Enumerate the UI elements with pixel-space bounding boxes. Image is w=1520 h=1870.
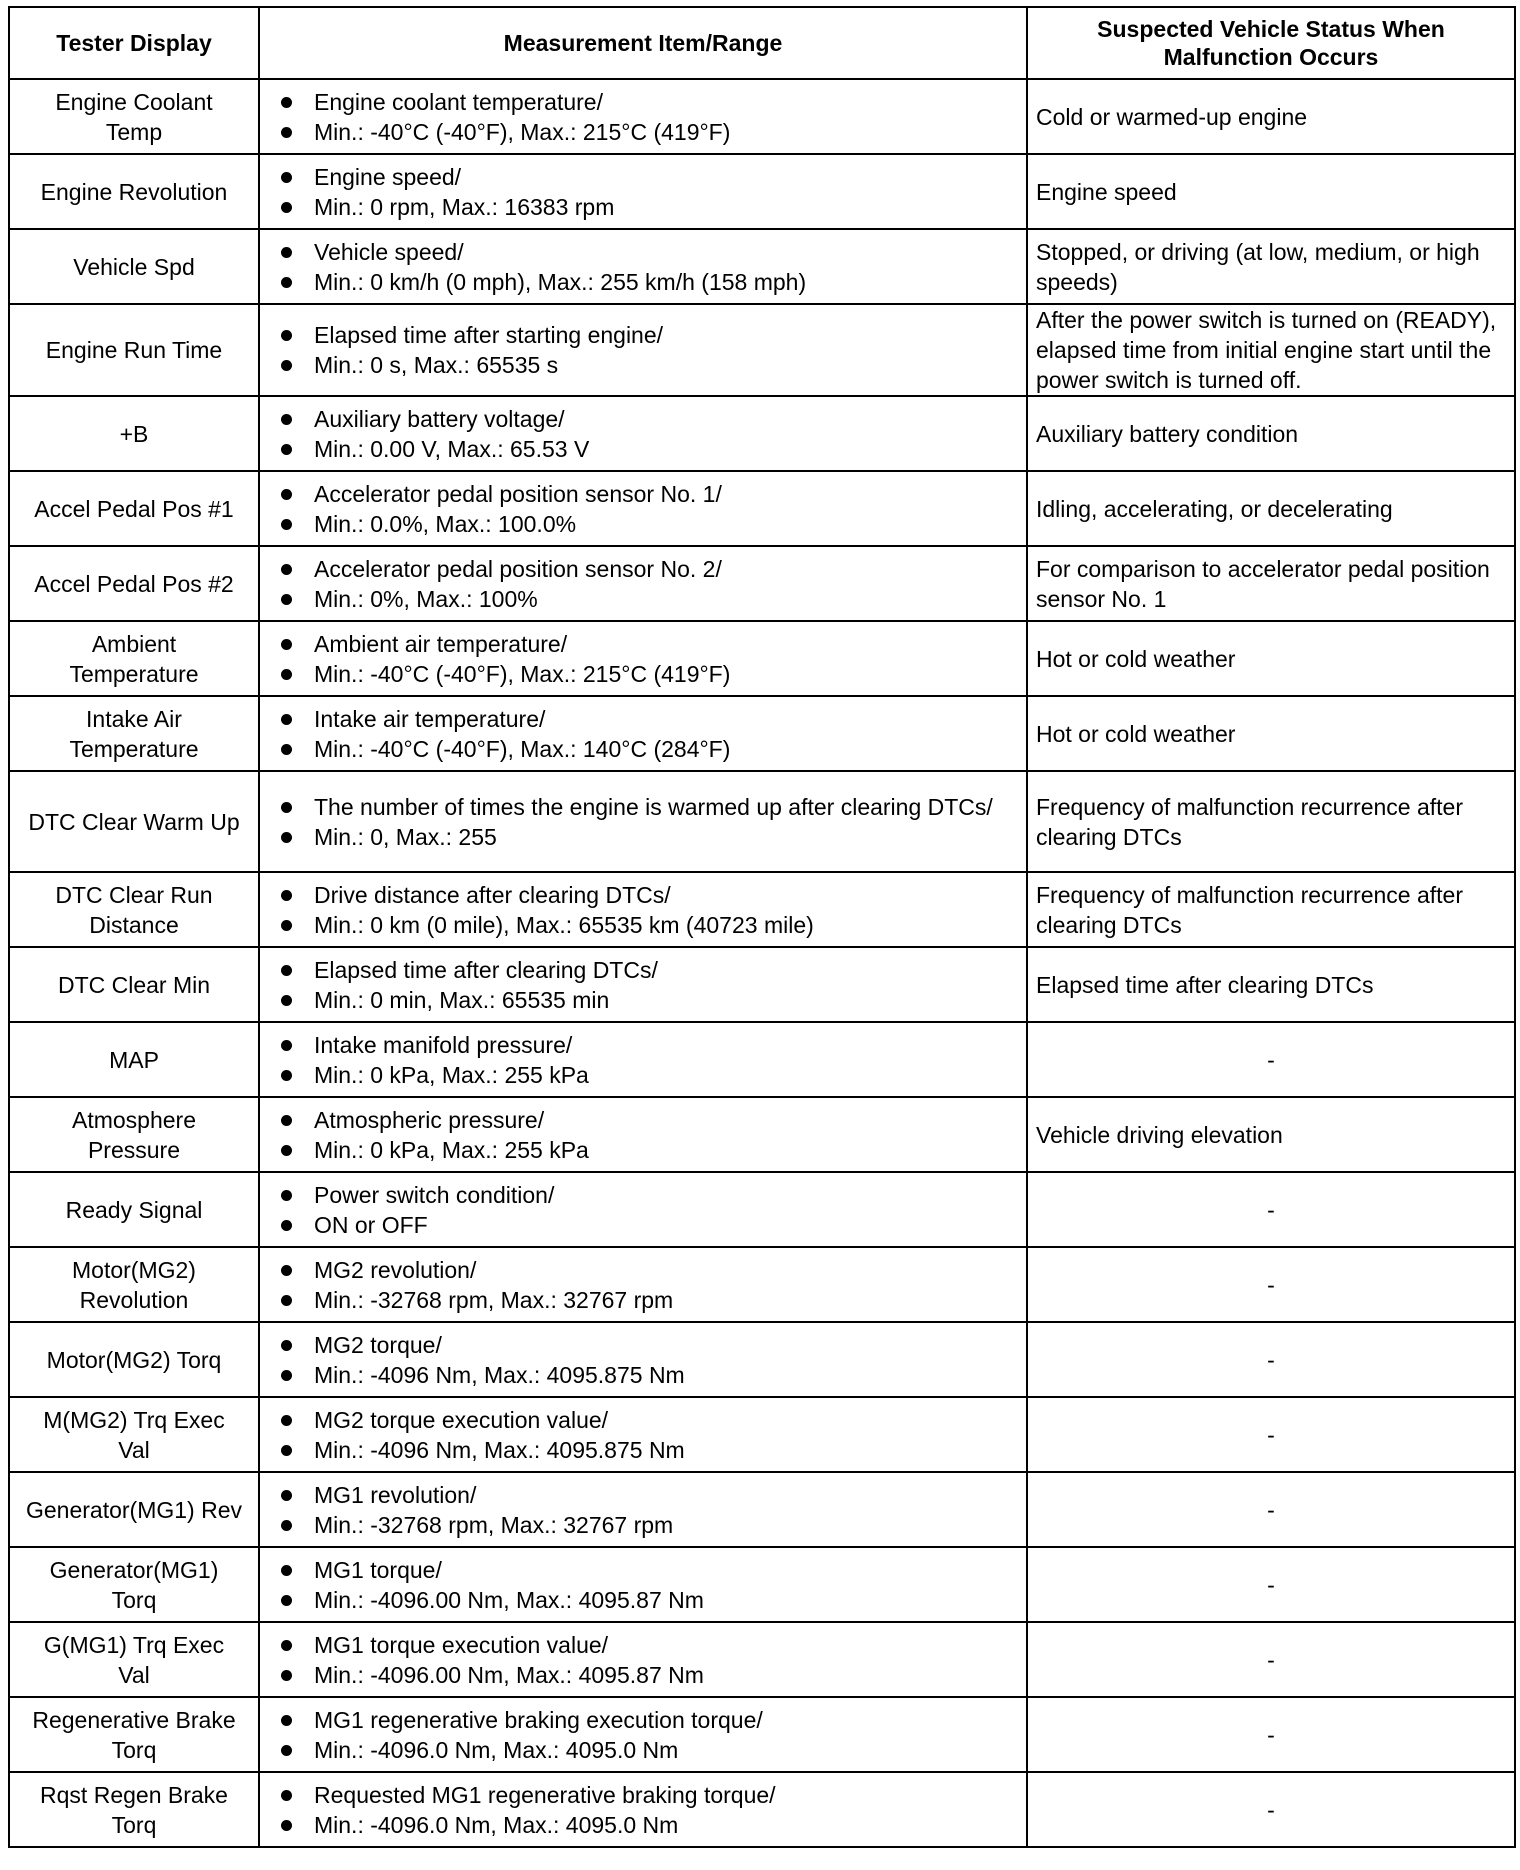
measurement-range-text: Min.: -40°C (-40°F), Max.: 140°C (284°F) bbox=[278, 734, 1014, 764]
measurement-item-text: MG1 revolution/ bbox=[278, 1480, 1014, 1510]
measurement-range-text: Min.: -4096 Nm, Max.: 4095.875 Nm bbox=[278, 1435, 1014, 1465]
measurement-item-text: Accelerator pedal position sensor No. 2/ bbox=[278, 554, 1014, 584]
table-row bbox=[9, 1097, 1515, 1172]
tester-display-cell bbox=[9, 1097, 259, 1172]
tester-display-cell bbox=[9, 1247, 259, 1322]
tester-display-text: Vehicle Spd bbox=[73, 253, 195, 280]
tester-display-text: Torq bbox=[111, 1811, 157, 1838]
measurement-item-text: Ambient air temperature/ bbox=[278, 629, 1014, 659]
measurement-bullet-list bbox=[278, 87, 1014, 147]
measurement-bullet-list bbox=[278, 1630, 1014, 1690]
tester-display-cell bbox=[9, 1022, 259, 1097]
measurement-bullet-list bbox=[278, 1180, 1014, 1240]
tester-display-text: Generator(MG1) bbox=[49, 1556, 219, 1583]
tester-display-text: Torq bbox=[111, 1736, 157, 1763]
suspected-status-cell: Cold or warmed-up engine bbox=[1027, 79, 1515, 154]
measurement-item-cell bbox=[259, 872, 1027, 947]
tester-display-text: Regenerative Brake bbox=[32, 1706, 236, 1733]
header-suspected-status bbox=[1027, 7, 1515, 79]
tester-display-text: +B bbox=[119, 420, 149, 447]
table-row bbox=[9, 304, 1515, 396]
measurement-item-cell bbox=[259, 154, 1027, 229]
tester-display-cell bbox=[9, 1397, 259, 1472]
tester-display-text: Ambient bbox=[91, 630, 177, 657]
measurement-range-text: Min.: 0%, Max.: 100% bbox=[278, 584, 1014, 614]
suspected-status-cell: Frequency of malfunction recurrence after clearing DTCs bbox=[1027, 771, 1515, 872]
measurement-item-cell bbox=[259, 471, 1027, 546]
measurement-bullet-list bbox=[278, 1480, 1014, 1540]
suspected-status-cell: Idling, accelerating, or decelerating bbox=[1027, 471, 1515, 546]
suspected-status-cell: Elapsed time after clearing DTCs bbox=[1027, 947, 1515, 1022]
tester-display-text: Temperature bbox=[69, 735, 199, 762]
measurement-range-text: Min.: -32768 rpm, Max.: 32767 rpm bbox=[278, 1510, 1014, 1540]
suspected-status-cell: - bbox=[1027, 1322, 1515, 1397]
measurement-item-cell bbox=[259, 396, 1027, 471]
suspected-status-cell: - bbox=[1027, 1622, 1515, 1697]
table-row bbox=[9, 771, 1515, 872]
table-row bbox=[9, 1397, 1515, 1472]
measurement-item-cell bbox=[259, 1022, 1027, 1097]
tester-display-cell bbox=[9, 1322, 259, 1397]
measurement-item-text: Elapsed time after clearing DTCs/ bbox=[278, 955, 1014, 985]
tester-display-text: MAP bbox=[109, 1046, 159, 1073]
table-row bbox=[9, 1622, 1515, 1697]
measurement-range-text: Min.: 0 rpm, Max.: 16383 rpm bbox=[278, 192, 1014, 222]
table-body bbox=[9, 79, 1515, 1847]
measurement-range-text: Min.: -4096 Nm, Max.: 4095.875 Nm bbox=[278, 1360, 1014, 1390]
measurement-item-cell bbox=[259, 1697, 1027, 1772]
measurement-item-text: Engine speed/ bbox=[278, 162, 1014, 192]
table-row bbox=[9, 396, 1515, 471]
measurement-item-text: Drive distance after clearing DTCs/ bbox=[278, 880, 1014, 910]
table-row bbox=[9, 1472, 1515, 1547]
measurement-bullet-list bbox=[278, 1405, 1014, 1465]
table-row bbox=[9, 1172, 1515, 1247]
tester-display-cell bbox=[9, 229, 259, 304]
suspected-status-cell: For comparison to accelerator pedal position sensor No. 1 bbox=[1027, 546, 1515, 621]
table-row bbox=[9, 1322, 1515, 1397]
tester-display-cell bbox=[9, 1772, 259, 1847]
measurement-item-cell bbox=[259, 229, 1027, 304]
tester-display-text: Generator(MG1) Rev bbox=[25, 1496, 242, 1523]
table-row bbox=[9, 79, 1515, 154]
suspected-status-cell: - bbox=[1027, 1472, 1515, 1547]
measurement-item-cell bbox=[259, 1172, 1027, 1247]
tester-display-text: DTC Clear Warm Up bbox=[28, 808, 240, 835]
tester-display-text: Rqst Regen Brake bbox=[40, 1781, 228, 1808]
tester-display-text: Atmosphere bbox=[71, 1106, 196, 1133]
measurement-range-text: Min.: 0.0%, Max.: 100.0% bbox=[278, 509, 1014, 539]
measurement-bullet-list bbox=[278, 1105, 1014, 1165]
tester-display-text: M(MG2) Trq Exec bbox=[43, 1406, 225, 1433]
measurement-range-text: ON or OFF bbox=[278, 1210, 1014, 1240]
suspected-status-cell: Auxiliary battery condition bbox=[1027, 396, 1515, 471]
tester-display-text: Motor(MG2) bbox=[72, 1256, 196, 1283]
tester-display-text: Distance bbox=[89, 911, 179, 938]
measurement-item-text: MG1 regenerative braking execution torque/ bbox=[278, 1705, 1014, 1735]
measurement-item-text: Vehicle speed/ bbox=[278, 237, 1014, 267]
measurement-item-text: Accelerator pedal position sensor No. 1/ bbox=[278, 479, 1014, 509]
measurement-item-text: MG1 torque execution value/ bbox=[278, 1630, 1014, 1660]
table-row bbox=[9, 1772, 1515, 1847]
measurement-item-cell bbox=[259, 1772, 1027, 1847]
header-tester-display: Tester Display bbox=[9, 7, 259, 79]
measurement-item-text: MG1 torque/ bbox=[278, 1555, 1014, 1585]
table-row bbox=[9, 1697, 1515, 1772]
tester-display-text: G(MG1) Trq Exec bbox=[43, 1631, 225, 1658]
suspected-status-cell: - bbox=[1027, 1022, 1515, 1097]
measurement-item-text: Power switch condition/ bbox=[278, 1180, 1014, 1210]
suspected-status-cell: - bbox=[1027, 1247, 1515, 1322]
measurement-bullet-list bbox=[278, 1030, 1014, 1090]
tester-display-text: Torq bbox=[111, 1586, 157, 1613]
tester-display-cell bbox=[9, 471, 259, 546]
suspected-status-cell: Engine speed bbox=[1027, 154, 1515, 229]
suspected-status-cell: Hot or cold weather bbox=[1027, 696, 1515, 771]
data-list-table bbox=[8, 6, 1516, 1848]
measurement-item-cell bbox=[259, 1472, 1027, 1547]
measurement-item-cell bbox=[259, 1097, 1027, 1172]
measurement-range-text: Min.: -32768 rpm, Max.: 32767 rpm bbox=[278, 1285, 1014, 1315]
measurement-bullet-list bbox=[278, 955, 1014, 1015]
tester-display-cell bbox=[9, 1697, 259, 1772]
tester-display-cell bbox=[9, 771, 259, 872]
tester-display-cell bbox=[9, 546, 259, 621]
measurement-range-text: Min.: 0, Max.: 255 bbox=[278, 822, 1014, 852]
tester-display-text: Val bbox=[118, 1436, 150, 1463]
measurement-item-cell bbox=[259, 696, 1027, 771]
table-row bbox=[9, 947, 1515, 1022]
measurement-range-text: Min.: -4096.00 Nm, Max.: 4095.87 Nm bbox=[278, 1660, 1014, 1690]
measurement-item-text: Atmospheric pressure/ bbox=[278, 1105, 1014, 1135]
tester-display-text: Temp bbox=[105, 118, 163, 145]
tester-display-text: Temperature bbox=[69, 660, 199, 687]
measurement-item-text: Elapsed time after starting engine/ bbox=[278, 320, 1014, 350]
table-row bbox=[9, 154, 1515, 229]
measurement-item-cell bbox=[259, 1622, 1027, 1697]
measurement-bullet-list bbox=[278, 320, 1014, 380]
measurement-bullet-list bbox=[278, 237, 1014, 297]
measurement-range-text: Min.: 0 km/h (0 mph), Max.: 255 km/h (158 mph) bbox=[278, 267, 1014, 297]
table-row bbox=[9, 1247, 1515, 1322]
suspected-status-cell: - bbox=[1027, 1697, 1515, 1772]
measurement-range-text: Min.: 0 kPa, Max.: 255 kPa bbox=[278, 1060, 1014, 1090]
tester-display-cell bbox=[9, 396, 259, 471]
measurement-item-cell bbox=[259, 546, 1027, 621]
measurement-bullet-list bbox=[278, 554, 1014, 614]
measurement-item-text: MG2 revolution/ bbox=[278, 1255, 1014, 1285]
measurement-bullet-list bbox=[278, 1330, 1014, 1390]
measurement-item-cell bbox=[259, 1322, 1027, 1397]
measurement-range-text: Min.: -40°C (-40°F), Max.: 215°C (419°F) bbox=[278, 117, 1014, 147]
measurement-item-text: Engine coolant temperature/ bbox=[278, 87, 1014, 117]
suspected-status-cell: After the power switch is turned on (READY), elapsed time from initial engine start until the power switch is turned off. bbox=[1027, 304, 1515, 396]
measurement-range-text: Min.: -4096.00 Nm, Max.: 4095.87 Nm bbox=[278, 1585, 1014, 1615]
suspected-status-cell: Frequency of malfunction recurrence after clearing DTCs bbox=[1027, 872, 1515, 947]
tester-display-text: DTC Clear Min bbox=[57, 971, 211, 998]
suspected-status-cell: Hot or cold weather bbox=[1027, 621, 1515, 696]
tester-display-text: Pressure bbox=[87, 1136, 181, 1163]
header-status-line: Suspected Vehicle Status When bbox=[1097, 16, 1445, 42]
measurement-bullet-list bbox=[278, 1555, 1014, 1615]
measurement-item-cell bbox=[259, 304, 1027, 396]
header-status-line: Malfunction Occurs bbox=[1163, 44, 1379, 70]
table-header-row bbox=[9, 7, 1515, 79]
tester-display-cell bbox=[9, 1172, 259, 1247]
tester-display-text: Engine Run Time bbox=[45, 337, 223, 363]
measurement-bullet-list bbox=[278, 479, 1014, 539]
suspected-status-cell: Vehicle driving elevation bbox=[1027, 1097, 1515, 1172]
measurement-range-text: Min.: 0.00 V, Max.: 65.53 V bbox=[278, 434, 1014, 464]
measurement-range-text: Min.: 0 kPa, Max.: 255 kPa bbox=[278, 1135, 1014, 1165]
tester-display-cell bbox=[9, 947, 259, 1022]
measurement-bullet-list bbox=[278, 1780, 1014, 1840]
tester-display-cell bbox=[9, 304, 259, 396]
tester-display-cell bbox=[9, 696, 259, 771]
tester-display-cell bbox=[9, 1472, 259, 1547]
tester-display-text: Intake Air bbox=[86, 705, 182, 732]
measurement-item-cell bbox=[259, 771, 1027, 872]
measurement-item-cell bbox=[259, 1397, 1027, 1472]
measurement-bullet-list bbox=[278, 704, 1014, 764]
tester-display-cell bbox=[9, 872, 259, 947]
tester-display-cell bbox=[9, 1622, 259, 1697]
measurement-bullet-list bbox=[278, 792, 1014, 852]
table-row bbox=[9, 546, 1515, 621]
measurement-item-cell bbox=[259, 79, 1027, 154]
tester-display-cell bbox=[9, 1547, 259, 1622]
measurement-item-text: Intake manifold pressure/ bbox=[278, 1030, 1014, 1060]
measurement-range-text: Min.: 0 min, Max.: 65535 min bbox=[278, 985, 1014, 1015]
suspected-status-cell: - bbox=[1027, 1547, 1515, 1622]
table-row bbox=[9, 1547, 1515, 1622]
measurement-bullet-list bbox=[278, 1255, 1014, 1315]
measurement-item-cell bbox=[259, 1547, 1027, 1622]
tester-display-text: Motor(MG2) Torq bbox=[46, 1346, 222, 1373]
tester-display-text: DTC Clear Run bbox=[55, 881, 213, 908]
table-row bbox=[9, 471, 1515, 546]
measurement-bullet-list bbox=[278, 1705, 1014, 1765]
table-row bbox=[9, 696, 1515, 771]
measurement-range-text: Min.: -4096.0 Nm, Max.: 4095.0 Nm bbox=[278, 1735, 1014, 1765]
tester-display-cell bbox=[9, 621, 259, 696]
measurement-range-text: Min.: -40°C (-40°F), Max.: 215°C (419°F) bbox=[278, 659, 1014, 689]
measurement-range-text: Min.: 0 km (0 mile), Max.: 65535 km (40723 mile) bbox=[278, 910, 1014, 940]
measurement-bullet-list bbox=[278, 404, 1014, 464]
measurement-item-text: Intake air temperature/ bbox=[278, 704, 1014, 734]
table-row bbox=[9, 229, 1515, 304]
suspected-status-cell: - bbox=[1027, 1397, 1515, 1472]
table-row bbox=[9, 621, 1515, 696]
measurement-item-text: MG2 torque execution value/ bbox=[278, 1405, 1014, 1435]
tester-display-text: Accel Pedal Pos #1 bbox=[34, 495, 234, 522]
tester-display-text: Val bbox=[118, 1661, 150, 1688]
measurement-range-text: Min.: 0 s, Max.: 65535 s bbox=[278, 350, 1014, 380]
measurement-bullet-list bbox=[278, 629, 1014, 689]
measurement-item-cell bbox=[259, 947, 1027, 1022]
measurement-item-text: MG2 torque/ bbox=[278, 1330, 1014, 1360]
measurement-item-cell bbox=[259, 1247, 1027, 1322]
tester-display-text: Revolution bbox=[79, 1286, 189, 1313]
header-measurement-item: Measurement Item/Range bbox=[259, 7, 1027, 79]
measurement-item-text: Requested MG1 regenerative braking torque/ bbox=[278, 1780, 1014, 1810]
measurement-item-cell bbox=[259, 621, 1027, 696]
tester-display-text: Engine Revolution bbox=[40, 178, 228, 205]
measurement-bullet-list bbox=[278, 162, 1014, 222]
tester-display-text: Accel Pedal Pos #2 bbox=[34, 570, 234, 597]
suspected-status-cell: Stopped, or driving (at low, medium, or high speeds) bbox=[1027, 229, 1515, 304]
tester-display-text: Engine Coolant bbox=[55, 88, 213, 115]
tester-display-cell bbox=[9, 154, 259, 229]
measurement-item-text: Auxiliary battery voltage/ bbox=[278, 404, 1014, 434]
tester-display-text: Ready Signal bbox=[65, 1196, 203, 1223]
measurement-range-text: Min.: -4096.0 Nm, Max.: 4095.0 Nm bbox=[278, 1810, 1014, 1840]
measurement-item-text: The number of times the engine is warmed up after clearing DTCs/ bbox=[278, 792, 1014, 822]
suspected-status-cell: - bbox=[1027, 1772, 1515, 1847]
table-row bbox=[9, 872, 1515, 947]
measurement-bullet-list bbox=[278, 880, 1014, 940]
table-row bbox=[9, 1022, 1515, 1097]
tester-display-cell bbox=[9, 79, 259, 154]
suspected-status-cell: - bbox=[1027, 1172, 1515, 1247]
